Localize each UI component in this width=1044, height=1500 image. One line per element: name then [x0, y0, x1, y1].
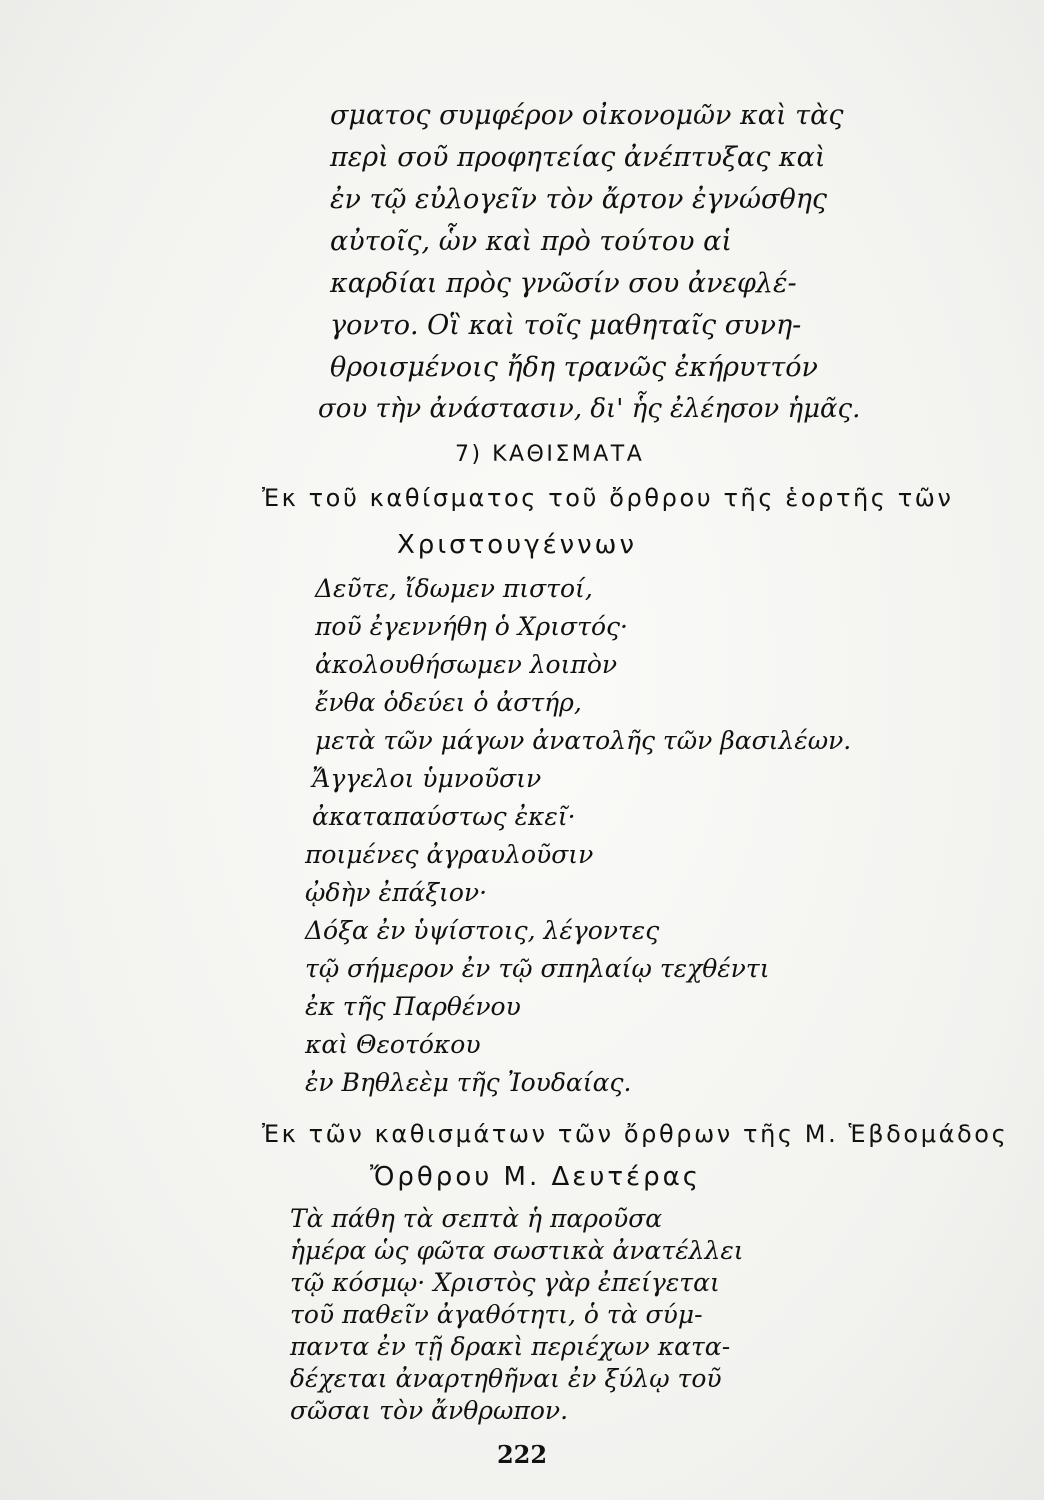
heading-christmas-sub: Χριστουγέννων: [397, 530, 637, 560]
text-line: καρδίαι πρὸς γνῶσίν σου ἀνεφλέ-: [330, 268, 797, 299]
section-title: 7) ΚΑΘΙΣΜΑΤΑ: [455, 442, 645, 467]
hymn-line: τοῦ παθεῖν ἀγαθότητι, ὁ τὰ σύμ-: [290, 1300, 703, 1329]
hymn-line: Δεῦτε, ἴδωμεν πιστοί,: [315, 574, 593, 603]
hymn-line: τῷ κόσμῳ· Χριστὸς γὰρ ἐπείγεται: [290, 1268, 720, 1297]
hymn-line: σῶσαι τὸν ἄνθρωπον.: [290, 1396, 569, 1425]
hymn-line: ἀκαταπαύστως ἐκεῖ·: [312, 802, 576, 831]
hymn-line: ἐν Βηθλεὲμ τῆς Ἰουδαίας.: [305, 1068, 632, 1097]
hymn-line: παντα ἐν τῇ δρακὶ περιέχων κατα-: [290, 1332, 731, 1361]
text-line: σου τὴν ἀνάστασιν, δι' ἧς ἐλέησον ἡμᾶς.: [318, 394, 861, 424]
text-line: σματος συμφέρον οἰκονομῶν καὶ τὰς: [330, 100, 844, 131]
hymn-line: ἐκ τῆς Παρθένου: [305, 992, 521, 1021]
hymn-line: ἀκολουθήσωμεν λοιπὸν: [315, 650, 618, 679]
text-line: γοντο. Οἳ καὶ τοῖς μαθηταῖς συνη-: [330, 310, 802, 341]
text-line: ἐν τῷ εὐλογεῖν τὸν ἄρτον ἐγνώσθης: [330, 184, 828, 215]
text-line: αὐτοῖς, ὧν καὶ πρὸ τούτου αἱ: [330, 226, 732, 257]
hymn-line: ποῦ ἐγεννήθη ὁ Χριστός·: [315, 612, 628, 641]
hymn-line: Ἄγγελοι ὑμνοῦσιν: [312, 764, 542, 793]
heading-holy-monday: Ὄρθρου Μ. Δευτέρας: [370, 1162, 701, 1192]
hymn-line: καὶ Θεοτόκου: [305, 1030, 481, 1059]
page-number: 222: [496, 1440, 548, 1469]
hymn-line: δέχεται ἀναρτηθῆναι ἐν ξύλῳ τοῦ: [290, 1364, 722, 1393]
hymn-line: ἔνθα ὁδεύει ὁ ἀστήρ,: [315, 688, 582, 717]
heading-christmas: Ἐκ τοῦ καθίσματος τοῦ ὄρθρου τῆς ἑορτῆς τῶν: [262, 484, 954, 512]
heading-holy-week: Ἐκ τῶν καθισμάτων τῶν ὄρθρων τῆς Μ. Ἑβδομάδος: [262, 1120, 1009, 1148]
text-line: περὶ σοῦ προφητείας ἀνέπτυξας καὶ: [330, 142, 826, 173]
text-line: θροισμένοις ἤδη τρανῶς ἐκήρυττόν: [330, 352, 818, 383]
hymn-line: Δόξα ἐν ὑψίστοις, λέγοντες: [305, 916, 660, 945]
show-through-bleed: [860, 110, 1040, 410]
hymn-line: ποιμένες ἀγραυλοῦσιν: [305, 840, 594, 869]
hymn-line: τῷ σήμερον ἐν τῷ σπηλαίῳ τεχθέντι: [305, 954, 770, 983]
hymn-line: ἡμέρα ὡς φῶτα σωστικὰ ἀνατέλλει: [290, 1236, 744, 1265]
hymn-line: μετὰ τῶν μάγων ἀνατολῆς τῶν βασιλέων.: [315, 726, 852, 755]
hymn-line: Τὰ πάθη τὰ σεπτὰ ἡ παροῦσα: [290, 1204, 663, 1233]
hymn-line: ᾠδὴν ἐπάξιον·: [305, 878, 488, 907]
